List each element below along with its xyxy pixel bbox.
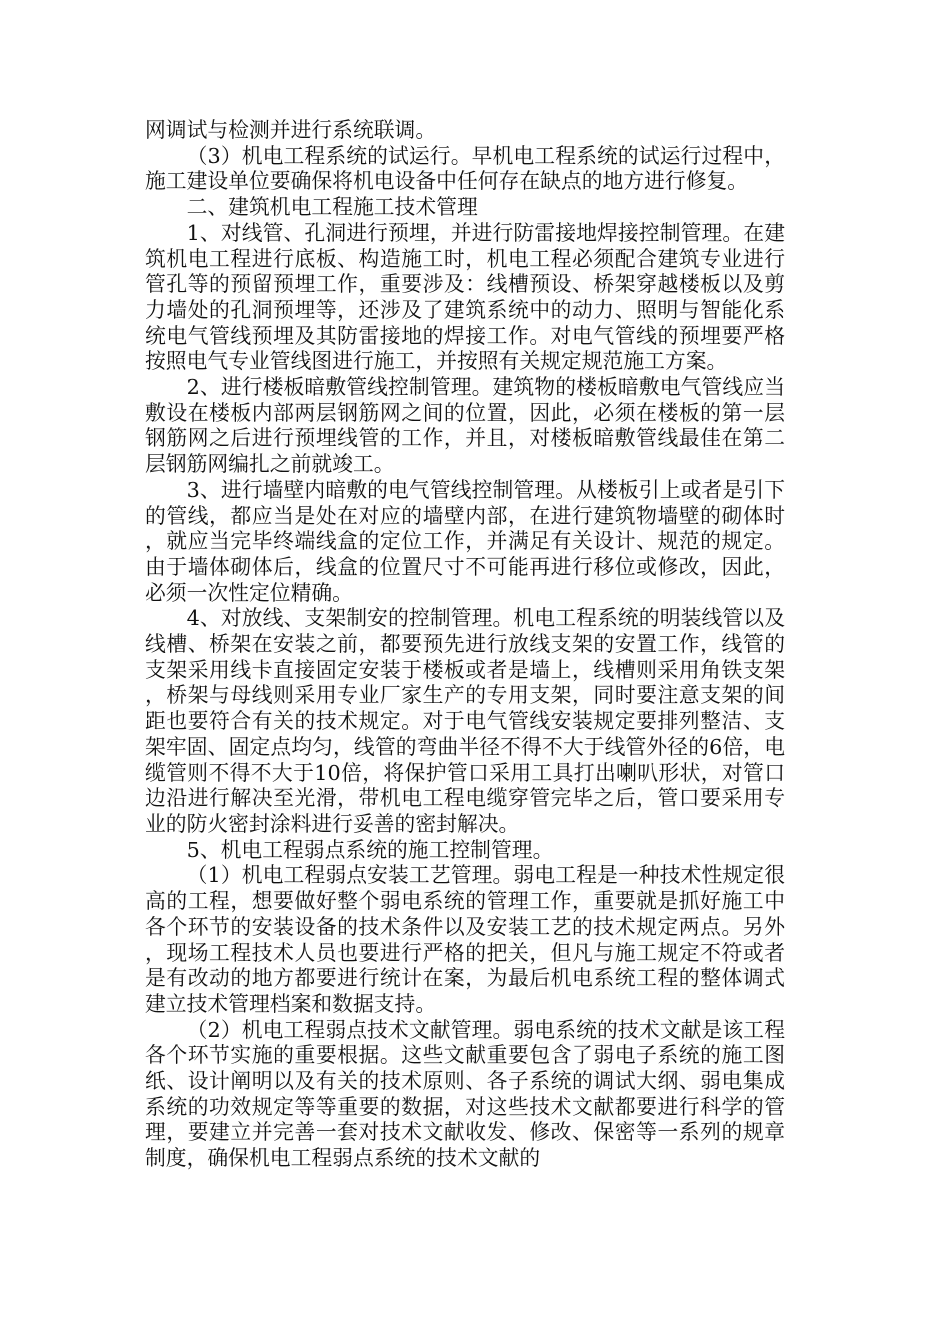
paragraph-subitem-2: （2）机电工程弱点技术文献管理。弱电系统的技术文献是该工程各个环节实施的重要根据。这些文献重要包含了弱电子系统的施工图纸、设计阐明以及有关的技术原则、各子系统的调试大纲、弱电集成系统的功效规定等等重要的数据，对这些技术文献都要进行科学的管理，要建立并完善一套对技术文献收发、修改、保密等一系列的规章制度，确保机电工程弱点系统的技术文献的	[145, 1017, 785, 1171]
document-page	[145, 118, 785, 1172]
paragraph-item-3: 3、进行墙壁内暗敷的电气管线控制管理。从楼板引上或者是引下的管线，都应当是处在对应的墙壁内部，在进行建筑物墙壁的砌体时，就应当完毕终端线盒的定位工作，并满足有关设计、规范的规定。由于墙体砌体后，线盒的位置尺寸不可能再进行移位或修改，因此，必须一次性定位精确。	[145, 477, 785, 605]
paragraph-item-4: 4、对放线、支架制安的控制管理。机电工程系统的明装线管以及线槽、桥架在安装之前，都要预先进行放线支架的安置工作，线管的支架采用线卡直接固定安装于楼板或者是墙上，线槽则采用角铁支架，桥架与母线则采用专业厂家生产的专用支架，同时要注意支架的间距也要符合有关的技术规定。对于电气管线安装规定要排列整洁、支架牢固、固定点均匀，线管的弯曲半径不得不大于线管外径的6倍，电缆管则不得不大于10倍，将保护管口采用工具打出喇叭形状，对管口边沿进行解决至光滑，带机电工程电缆穿管完毕之后，管口要采用专业的防火密封涂料进行妥善的密封解决。	[145, 606, 785, 836]
paragraph-item-1: 1、对线管、孔洞进行预埋，并进行防雷接地焊接控制管理。在建筑机电工程进行底板、构造施工时，机电工程必须配合建筑专业进行管孔等的预留预埋工作，重要涉及：线槽预设、桥架穿越楼板以及剪力墙处的孔洞预埋等，还涉及了建筑系统中的动力、照明与智能化系统电气管线预埋及其防雷接地的焊接工作。对电气管线的预埋要严格按照电气专业管线图进行施工，并按照有关规定规范施工方案。	[145, 220, 785, 374]
paragraph-item-2: 2、进行楼板暗敷管线控制管理。建筑物的楼板暗敷电气管线应当敷设在楼板内部两层钢筋网之间的位置，因此，必须在楼板的第一层钢筋网之后进行预埋线管的工作，并且，对楼板暗敷管线最佳在第二层钢筋网编扎之前就竣工。	[145, 375, 785, 477]
paragraph-subitem-1: （1）机电工程弱点安装工艺管理。弱电工程是一种技术性规定很高的工程，想要做好整个弱电系统的管理工作，重要就是抓好施工中各个环节的安装设备的技术条件以及安装工艺的技术规定两点。另外，现场工程技术人员也要进行严格的把关，但凡与施工规定不符或者是有改动的地方都要进行统计在案，为最后机电系统工程的整体调式建立技术管理档案和数据支持。	[145, 863, 785, 1016]
paragraph-item-5: 5、机电工程弱点系统的施工控制管理。	[186, 837, 554, 862]
section-heading-technical-management: 二、建筑机电工程施工技术管理	[186, 195, 478, 220]
paragraph-continuation: 网调试与检测并进行系统联调。	[145, 118, 437, 142]
paragraph-trial-operation: （3）机电工程系统的试运行。早机电工程系统的试运行过程中，施工建设单位要确保将机电设备中任何存在缺点的地方进行修复。	[145, 143, 785, 194]
